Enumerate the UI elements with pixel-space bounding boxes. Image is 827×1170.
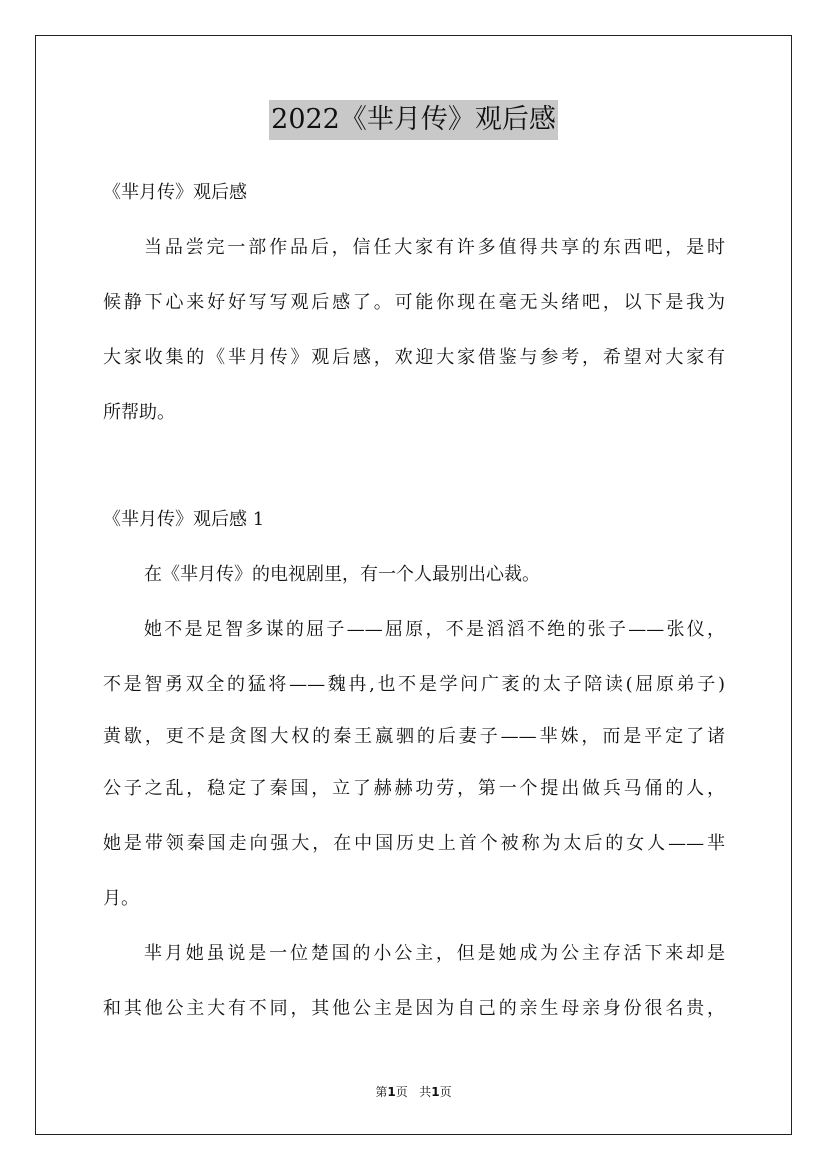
section1-para2-line-4: 公子之乱，稳定了秦国，立了赫赫功劳，第一个提出做兵马俑的人，	[103, 778, 725, 799]
section1-para2-line-5: 她是带领秦国走向强大，在中国历史上首个被称为太后的女人——芈	[103, 833, 725, 854]
intro-line-2: 候静下心来好好写写观后感了。可能你现在毫无头绪吧，以下是我为	[103, 292, 725, 313]
title-container	[0, 100, 827, 140]
footer-total-suffix: 页	[439, 1085, 452, 1099]
footer-total-number: 1	[431, 1085, 440, 1099]
section1-para3-line-1: 芈月她虽说是一位楚国的小公主，但是她成为公主存活下来却是	[144, 943, 725, 964]
document-subtitle: 《芈月传》观后感	[103, 182, 247, 203]
section1-para2-line-1: 她不是足智多谋的屈子——屈原，不是滔滔不绝的张子——张仪，	[144, 619, 725, 640]
section1-para3-line-2: 和其他公主大有不同，其他公主是因为自己的亲生母亲身份很名贵，	[103, 998, 725, 1019]
section1-para2-line-3: 黄歇，更不是贪图大权的秦王嬴驷的后妻子——芈姝，而是平定了诸	[103, 726, 725, 747]
footer-page-suffix: 页	[395, 1085, 408, 1099]
document-title: 2022《芈月传》观后感	[269, 100, 558, 140]
footer-page-number: 1	[387, 1085, 396, 1099]
page-footer	[0, 1084, 827, 1100]
section1-para1: 在《芈月传》的电视剧里，有一个人最别出心裁。	[144, 564, 540, 585]
section1-para2-line-2: 不是智勇双全的猛将——魏冉,也不是学问广袤的太子陪读(屈原弟子)	[103, 674, 725, 695]
footer-total-prefix: 共	[419, 1085, 432, 1099]
section1-para2-line-6: 月。	[103, 888, 139, 909]
intro-line-4: 所帮助。	[103, 402, 175, 423]
section1-heading: 《芈月传》观后感 1	[103, 509, 265, 530]
intro-line-3: 大家收集的《芈月传》观后感，欢迎大家借鉴与参考，希望对大家有	[103, 347, 725, 368]
footer-page-prefix: 第	[375, 1085, 388, 1099]
intro-line-1: 当品尝完一部作品后，信任大家有许多值得共享的东西吧，是时	[144, 237, 725, 258]
